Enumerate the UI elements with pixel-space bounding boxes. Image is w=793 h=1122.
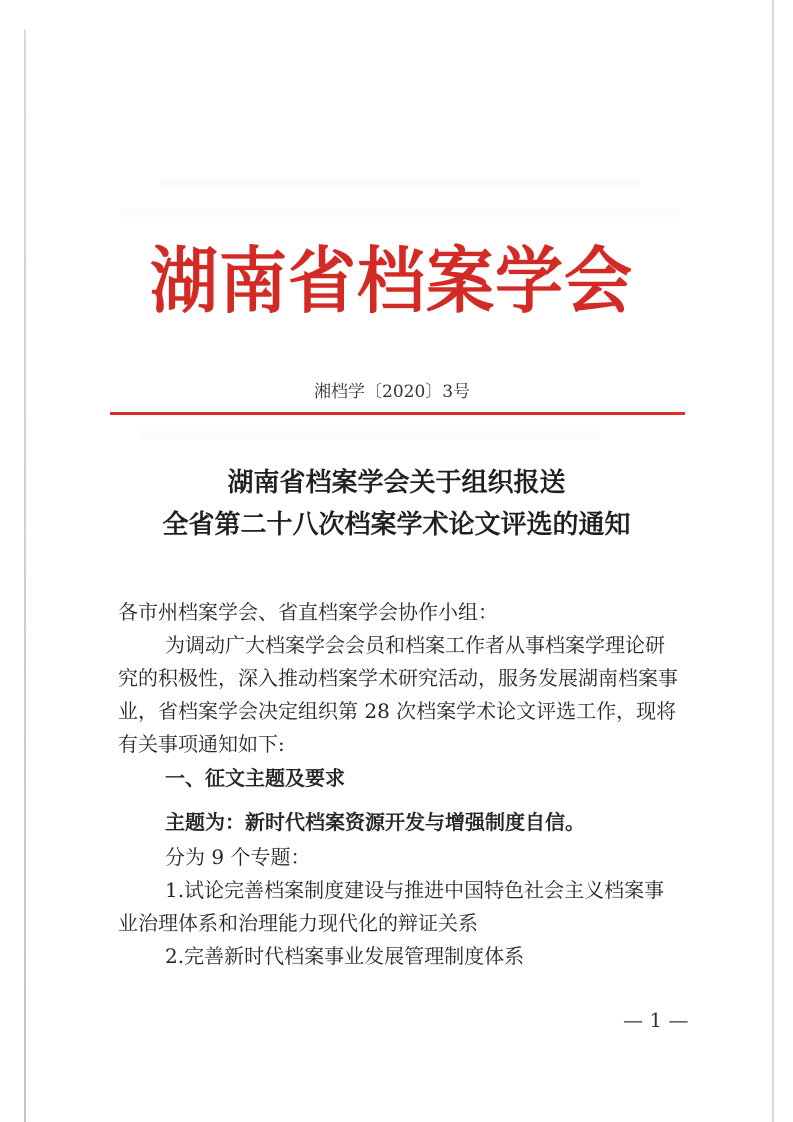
theme-statement: 主题为：新时代档案资源开发与增强制度自信。 bbox=[165, 810, 585, 834]
page-edge-right bbox=[772, 0, 774, 1122]
intro-paragraph-line-3: 业，省档案学会决定组织第 28 次档案学术论文评选工作，现将 bbox=[118, 699, 677, 723]
show-through-mark bbox=[120, 209, 680, 217]
show-through-mark bbox=[160, 178, 640, 186]
organization-header: 湖南省档案学会 bbox=[150, 239, 634, 325]
document-number: 湘档学〔2020〕3号 bbox=[314, 382, 471, 402]
header-divider bbox=[110, 412, 685, 415]
intro-paragraph-line-2: 究的积极性，深入推动档案学术研究活动，服务发展湖南档案事 bbox=[118, 666, 678, 690]
page-number: — 1 — bbox=[623, 1008, 689, 1032]
topic-1-line-2: 业治理体系和治理能力现代化的辩证关系 bbox=[118, 911, 478, 935]
topics-intro: 分为 9 个专题： bbox=[165, 845, 311, 869]
intro-paragraph-line-1: 为调动广大档案学会会员和档案工作者从事档案学理论研 bbox=[165, 633, 665, 657]
show-through-mark bbox=[140, 431, 600, 439]
topic-1-line-1: 1.试论完善档案制度建设与推进中国特色社会主义档案事 bbox=[165, 878, 665, 902]
salutation: 各市州档案学会、省直档案学会协作小组： bbox=[118, 600, 498, 624]
page-edge-left bbox=[24, 30, 26, 1122]
document-title-line-2: 全省第二十八次档案学术论文评选的通知 bbox=[162, 510, 631, 540]
document-title-line-1: 湖南省档案学会关于组织报送 bbox=[227, 468, 566, 498]
topic-2: 2.完善新时代档案事业发展管理制度体系 bbox=[165, 944, 525, 968]
section-heading-1: 一、征文主题及要求 bbox=[165, 766, 345, 790]
intro-paragraph-line-4: 有关事项通知如下: bbox=[118, 732, 285, 756]
